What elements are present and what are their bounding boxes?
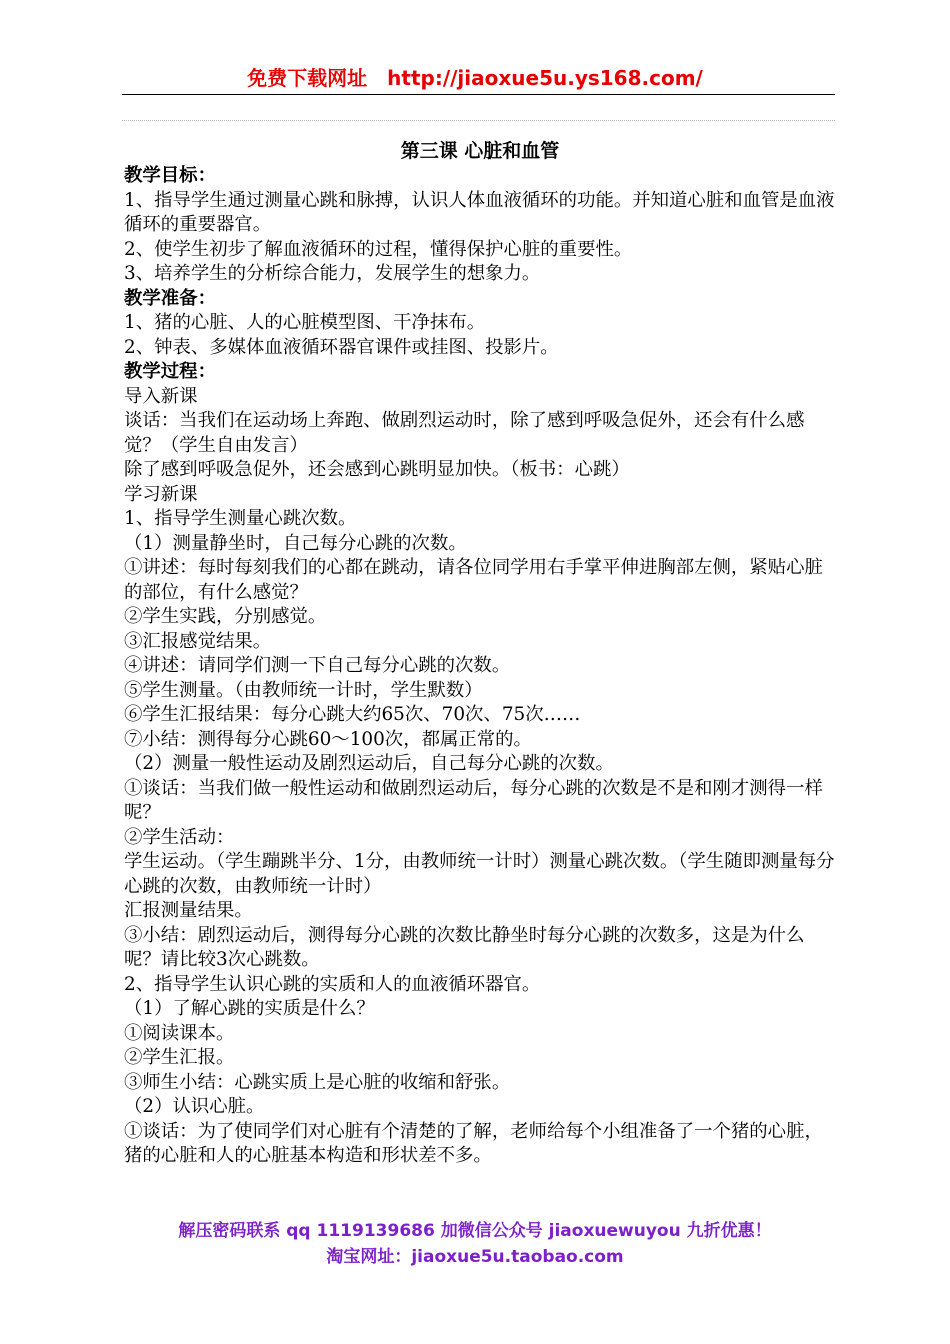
body-paragraph: 3、培养学生的分析综合能力，发展学生的想象力。	[124, 263, 541, 284]
section-heading: 教学目标：	[124, 165, 216, 186]
document-title: 第三课 心脏和血管	[400, 140, 560, 162]
body-paragraph: 2、钟表、多媒体血液循环器官课件或挂图、投影片。	[124, 336, 559, 358]
body-paragraph: ③小结：剧烈运动后，测得每分心跳的次数比静坐时每分心跳的次数多，这是为什么呢？请比较3次心跳数。	[124, 924, 805, 970]
footer-taobao-line[interactable]: 淘宝网址：jiaoxue5u.taobao.com	[326, 1247, 624, 1267]
body-paragraph: ①谈话：当我们做一般性运动和做剧烈运动后，每分心跳的次数是不是和刚才测得一样呢？	[124, 777, 823, 823]
header-url-link[interactable]: http://jiaoxue5u.ys168.com/	[387, 66, 703, 90]
page-footer	[0, 1218, 950, 1270]
body-paragraph: 1、指导学生通过测量心跳和脉搏，认识人体血液循环的功能。并知道心脏和血管是血液循环的重要器官。	[124, 189, 835, 235]
body-paragraph: 导入新课	[124, 385, 198, 407]
body-paragraph: 2、指导学生认识心跳的实质和人的血液循环器官。	[124, 973, 541, 995]
body-paragraph: ②学生活动：	[124, 826, 235, 848]
body-paragraph: ⑦小结：测得每分心跳60～100次，都属正常的。	[124, 728, 532, 750]
body-paragraph: 学生运动。（学生蹦跳半分、1分，由教师统一计时）测量心跳次数。（学生随即测量每分心跳的次数，由教师统一计时）	[124, 851, 835, 897]
document-lines	[124, 164, 836, 1169]
header-label: 免费下载网址	[247, 66, 368, 90]
body-paragraph: 学习新课	[124, 483, 198, 505]
footer-contact-line: 解压密码联系 qq 1119139686 加微信公众号 jiaoxuewuyou 九折优惠！	[178, 1221, 772, 1241]
section-heading: 教学准备：	[124, 287, 216, 309]
body-paragraph: 除了感到呼吸急促外，还会感到心跳明显加快。（板书：心跳）	[124, 459, 630, 480]
body-paragraph: 2、使学生初步了解血液循环的过程，懂得保护心脏的重要性。	[124, 238, 633, 260]
body-paragraph: （1）了解心跳的实质是什么？	[124, 998, 375, 1019]
body-paragraph: ①谈话：为了使同学们对心脏有个清楚的了解，老师给每个小组准备了一个猪的心脏，猪的心脏和人的心脏基本构造和形状差不多。	[124, 1120, 823, 1166]
body-paragraph: ②学生汇报。	[124, 1047, 235, 1068]
body-paragraph: 汇报测量结果。	[124, 900, 253, 921]
body-paragraph: ③师生小结：心跳实质上是心脏的收缩和舒张。	[124, 1071, 511, 1093]
body-paragraph: 1、猪的心脏、人的心脏模型图、干净抹布。	[124, 312, 486, 333]
document-body	[124, 138, 836, 1169]
body-paragraph: 1、指导学生测量心跳次数。	[124, 508, 357, 529]
page-header	[0, 64, 950, 92]
body-paragraph: ⑥学生汇报结果：每分心跳大约65次、70次、75次……	[124, 704, 581, 725]
body-paragraph: ①讲述：每时每刻我们的心都在跳动，请各位同学用右手掌平伸进胸部左侧，紧贴心脏的部位，有什么感觉？	[124, 557, 823, 603]
body-paragraph: （1）测量静坐时，自己每分心跳的次数。	[124, 532, 467, 554]
body-paragraph: ③汇报感觉结果。	[124, 630, 272, 652]
body-paragraph: ⑤学生测量。（由教师统一计时，学生默数）	[124, 679, 483, 701]
header-dotted-divider	[122, 120, 835, 121]
header-divider	[122, 94, 835, 95]
body-paragraph: 谈话：当我们在运动场上奔跑、做剧烈运动时，除了感到呼吸急促外，还会有什么感觉？（学生自由发言）	[124, 410, 805, 456]
body-paragraph: ②学生实践，分别感觉。	[124, 606, 327, 627]
body-paragraph: （2）测量一般性运动及剧烈运动后，自己每分心跳的次数。	[124, 753, 614, 774]
body-paragraph: （2）认识心脏。	[124, 1096, 265, 1117]
body-paragraph: ④讲述：请同学们测一下自己每分心跳的次数。	[124, 655, 511, 676]
body-paragraph: ①阅读课本。	[124, 1022, 235, 1044]
section-heading: 教学过程：	[124, 361, 216, 382]
